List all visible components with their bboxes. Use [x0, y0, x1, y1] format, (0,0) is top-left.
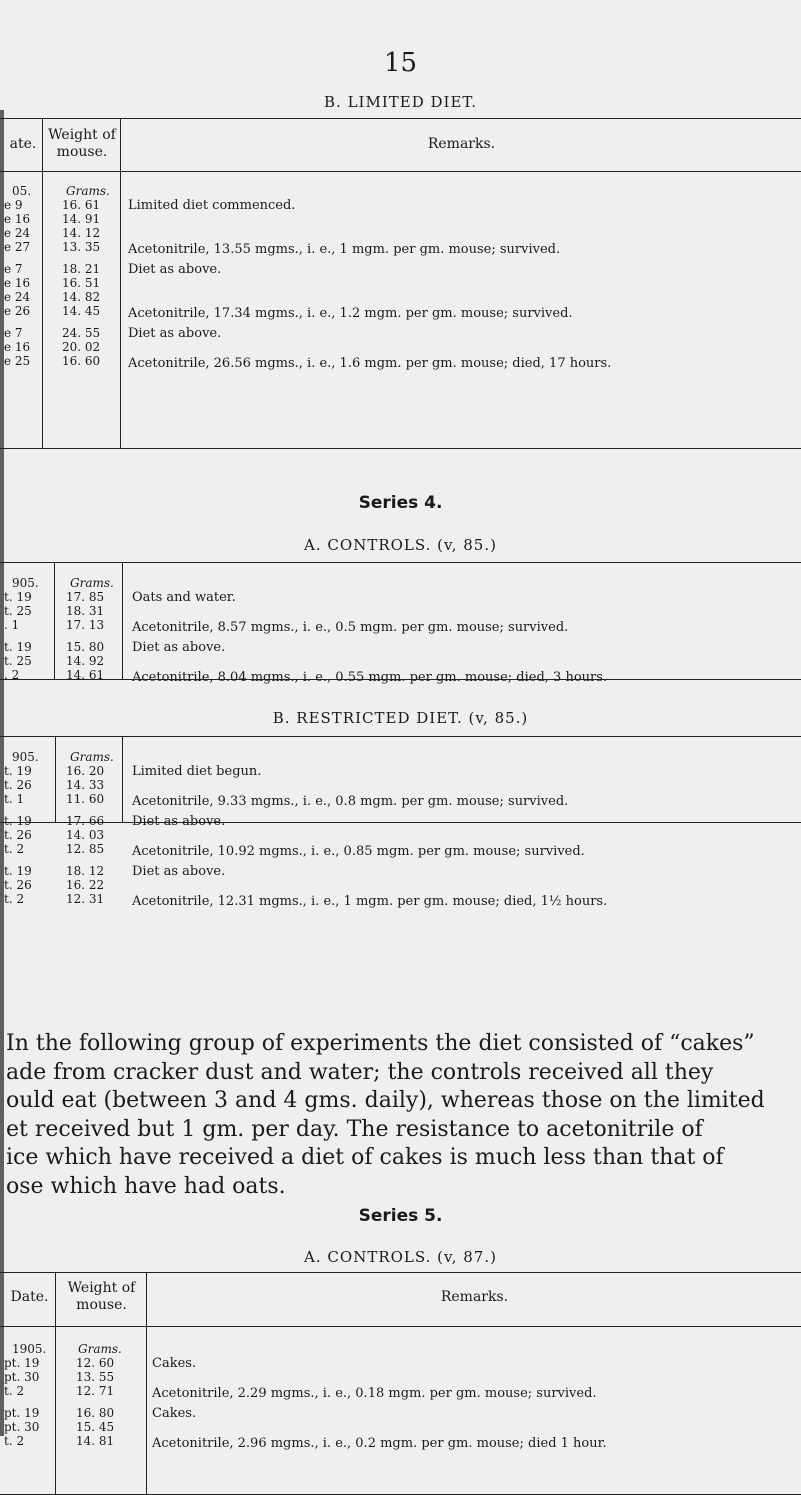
date-cell: e 27 [4, 240, 31, 254]
date-cell: t. 26 [4, 828, 32, 842]
date-cell: t. 19 [4, 764, 32, 778]
remark-cell: Cakes. [152, 1356, 197, 1371]
paragraph-line: In the following group of experiments the diet consisted of “cakes” [6, 1031, 755, 1056]
weight-cell: 11. 60 [66, 792, 105, 806]
weight-cell: 14. 33 [66, 778, 105, 792]
col-header-date: Date. [10, 1289, 49, 1305]
weight-cell: 12. 71 [76, 1384, 115, 1398]
date-cell: pt. 30 [4, 1370, 40, 1384]
date-cell: t. 2 [4, 892, 25, 906]
paragraph-line: ice which have received a diet of cakes is much less than that of [6, 1145, 724, 1170]
date-cell: e 7 [4, 326, 23, 340]
date-cell: e 26 [4, 304, 31, 318]
date-cell: t. 1 [4, 792, 25, 806]
col-header-remarks: Remarks. [440, 1289, 509, 1305]
date-cell: e 16 [4, 340, 31, 354]
date-cell: . 1 [4, 618, 20, 632]
year-label: 905. [12, 576, 39, 590]
weight-cell: 15. 45 [76, 1420, 115, 1434]
date-cell: . 2 [4, 668, 20, 682]
body-paragraph [6, 1030, 796, 1201]
remark-cell: Acetonitrile, 10.92 mgms., i. e., 0.85 mgm. per gm. mouse; survived. [132, 844, 585, 859]
paragraph-line: et received but 1 gm. per day. The resistance to acetonitrile of [6, 1116, 703, 1142]
paragraph-line: ade from cracker dust and water; the controls received all they [6, 1059, 714, 1085]
remark-cell: Acetonitrile, 2.29 mgms., i. e., 0.18 mgm. per gm. mouse; survived. [152, 1386, 597, 1401]
weight-cell: 16. 61 [62, 198, 101, 212]
weight-cell: 14. 82 [62, 290, 101, 304]
remark-cell: Diet as above. [132, 640, 226, 655]
weight-cell: 14. 45 [62, 304, 101, 318]
weight-cell: 15. 80 [66, 640, 105, 654]
remark-cell: Diet as above. [128, 262, 222, 277]
remark-cell: Acetonitrile, 8.04 mgms., i. e., 0.55 mgm. per gm. mouse; died, 3 hours. [132, 670, 608, 685]
date-cell: t. 19 [4, 590, 32, 604]
year-label: 905. [12, 750, 39, 764]
year-label: 1905. [12, 1342, 47, 1356]
weight-cell: 13. 35 [62, 240, 101, 254]
col-header-weight: Weight of mouse. [67, 1280, 136, 1313]
weight-cell: 18. 21 [62, 262, 101, 276]
grams-label: Grams. [66, 184, 110, 198]
remark-cell: Acetonitrile, 13.55 mgms., i. e., 1 mgm. per gm. mouse; survived. [128, 242, 561, 257]
weight-cell: 16. 80 [76, 1406, 115, 1420]
weight-cell: 13. 55 [76, 1370, 115, 1384]
weight-cell: 14. 61 [66, 668, 105, 682]
weight-cell: 24. 55 [62, 326, 101, 340]
remark-cell: Acetonitrile, 8.57 mgms., i. e., 0.5 mgm. per gm. mouse; survived. [132, 620, 569, 635]
date-cell: t. 2 [4, 1384, 25, 1398]
paragraph-line: ose which have had oats. [6, 1173, 286, 1199]
remark-cell: Cakes. [152, 1406, 197, 1421]
remark-cell: Diet as above. [132, 814, 226, 829]
date-cell: e 9 [4, 198, 23, 212]
weight-cell: 16. 20 [66, 764, 105, 778]
series-5-controls-title: A. CONTROLS. (v, 87.) [304, 1248, 497, 1266]
date-cell: e 7 [4, 262, 23, 276]
remark-cell: Oats and water. [132, 590, 236, 605]
weight-cell: 12. 31 [66, 892, 105, 906]
col-header-weight: Weight of mouse. [48, 127, 116, 160]
date-cell: t. 19 [4, 814, 32, 828]
date-cell: pt. 19 [4, 1356, 40, 1370]
series-5-title: Series 5. [358, 1206, 443, 1226]
weight-cell: 16. 51 [62, 276, 101, 290]
date-cell: t. 26 [4, 878, 32, 892]
remark-cell: Acetonitrile, 9.33 mgms., i. e., 0.8 mgm. per gm. mouse; survived. [132, 794, 569, 809]
date-cell: t. 19 [4, 640, 32, 654]
date-cell: e 24 [4, 290, 31, 304]
series-4-controls-title: A. CONTROLS. (v, 85.) [304, 536, 497, 554]
remark-cell: Acetonitrile, 12.31 mgms., i. e., 1 mgm. per gm. mouse; died, 1½ hours. [132, 894, 608, 909]
weight-cell: 18. 12 [66, 864, 105, 878]
weight-cell: 14. 81 [76, 1434, 115, 1448]
series-4-restricted-title: B. RESTRICTED DIET. (v, 85.) [272, 709, 529, 727]
weight-cell: 16. 22 [66, 878, 105, 892]
weight-cell: 12. 60 [76, 1356, 115, 1370]
remark-cell: Diet as above. [128, 326, 222, 341]
col-header-remarks: Remarks. [427, 136, 496, 152]
date-cell: t. 25 [4, 604, 32, 618]
col-header-date: ate. [9, 136, 37, 152]
paragraph-line: ould eat (between 3 and 4 gms. daily), whereas those on the limited [6, 1088, 765, 1113]
date-cell: e 25 [4, 354, 31, 368]
remark-cell: Acetonitrile, 17.34 mgms., i. e., 1.2 mgm. per gm. mouse; survived. [128, 306, 573, 321]
grams-label: Grams. [70, 576, 114, 590]
year-label: 05. [12, 184, 32, 198]
weight-cell: 16. 60 [62, 354, 101, 368]
page-number: 15 [383, 48, 418, 78]
remark-cell: Limited diet commenced. [128, 198, 296, 213]
weight-cell: 14. 03 [66, 828, 105, 842]
weight-cell: 17. 66 [66, 814, 105, 828]
weight-cell: 14. 12 [62, 226, 101, 240]
remark-cell: Acetonitrile, 2.96 mgms., i. e., 0.2 mgm. per gm. mouse; died 1 hour. [152, 1436, 607, 1451]
weight-cell: 17. 13 [66, 618, 105, 632]
weight-cell: 17. 85 [66, 590, 105, 604]
date-cell: pt. 30 [4, 1420, 40, 1434]
weight-cell: 14. 91 [62, 212, 101, 226]
section-title-limited-diet: B. LIMITED DIET. [324, 93, 477, 111]
date-cell: pt. 19 [4, 1406, 40, 1420]
date-cell: t. 2 [4, 1434, 25, 1448]
remark-cell: Diet as above. [132, 864, 226, 879]
date-cell: e 16 [4, 276, 31, 290]
weight-cell: 20. 02 [62, 340, 101, 354]
weight-cell: 18. 31 [66, 604, 105, 618]
grams-label: Grams. [78, 1342, 122, 1356]
date-cell: e 16 [4, 212, 31, 226]
series-4-title: Series 4. [358, 493, 443, 513]
date-cell: t. 2 [4, 842, 25, 856]
weight-cell: 14. 92 [66, 654, 105, 668]
remark-cell: Limited diet begun. [132, 764, 262, 779]
date-cell: t. 25 [4, 654, 32, 668]
remark-cell: Acetonitrile, 26.56 mgms., i. e., 1.6 mgm. per gm. mouse; died, 17 hours. [128, 356, 612, 371]
grams-label: Grams. [70, 750, 114, 764]
weight-cell: 12. 85 [66, 842, 105, 856]
date-cell: e 24 [4, 226, 31, 240]
date-cell: t. 26 [4, 778, 32, 792]
date-cell: t. 19 [4, 864, 32, 878]
